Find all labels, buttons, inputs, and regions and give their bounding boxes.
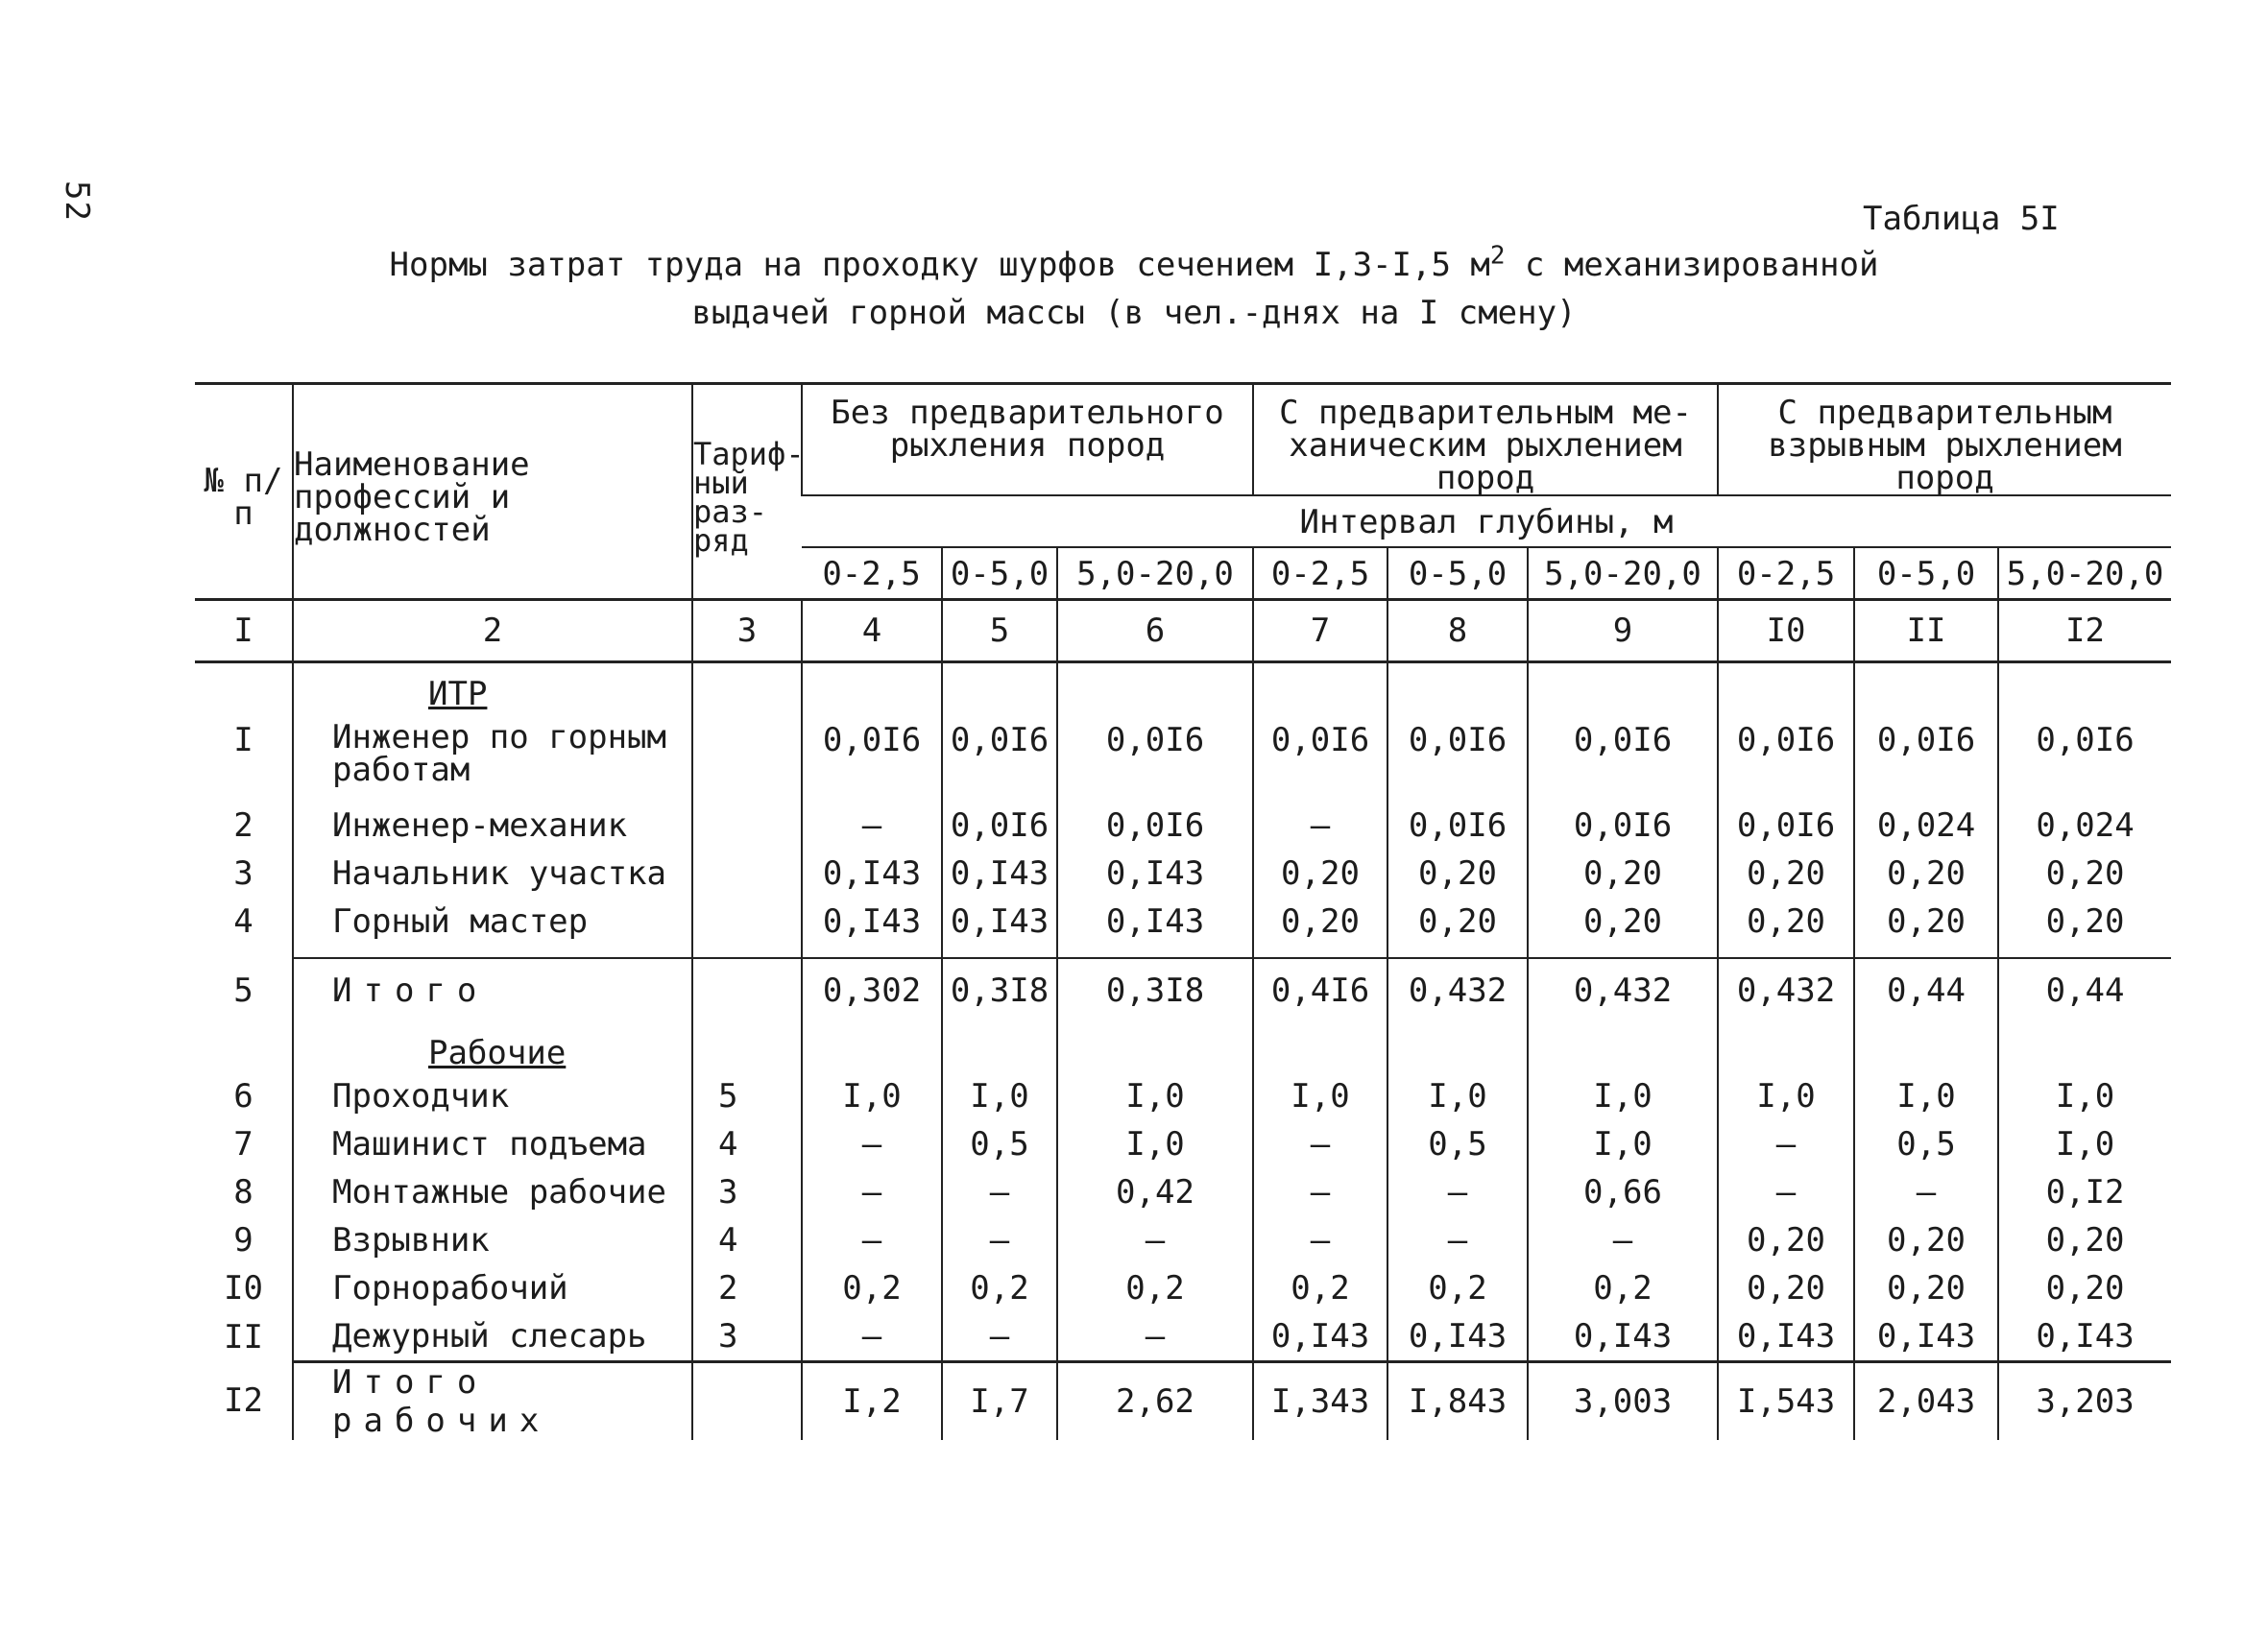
- labor-norm-value: 0,3I8: [942, 958, 1057, 1022]
- profession-name: Машинист подъема: [293, 1120, 692, 1168]
- header-depth-interval: Интервал глубины, м: [802, 495, 2171, 547]
- cell-empty: [1998, 1022, 2171, 1072]
- title-superscript: 2: [1489, 241, 1506, 271]
- row-number: 4: [233, 902, 253, 941]
- header-interval: 0-5,0: [942, 547, 1057, 600]
- cell-empty: [195, 662, 293, 714]
- labor-norm-value: 0,20: [1718, 1264, 1854, 1312]
- labor-norm-value: 0,302: [802, 958, 942, 1022]
- labor-norm-value: 0,20: [1998, 1264, 2171, 1312]
- table-title-line-2: выдачей горной массы (в чел.-днях на I смену): [691, 294, 1577, 332]
- header-interval: 0-2,5: [802, 547, 942, 600]
- labor-norm-value: –: [1253, 1168, 1387, 1216]
- cell-empty: [1387, 1022, 1528, 1072]
- labor-norm-value: 2,62: [1057, 1362, 1253, 1441]
- labor-norm-value: 0,20: [1718, 1216, 1854, 1264]
- labor-norm-value: 0,20: [1253, 898, 1387, 946]
- labor-norm-value: 0,20: [1718, 850, 1854, 898]
- cell-empty: [1528, 1022, 1718, 1072]
- labor-norm-value: 0,5: [942, 1120, 1057, 1168]
- labor-norm-value: I,2: [802, 1362, 942, 1441]
- labor-norm-value: 0,0I6: [802, 713, 942, 802]
- labor-norm-value: 0,I43: [1387, 1312, 1528, 1362]
- row-number: 5: [233, 971, 253, 1010]
- labor-norm-value: 0,432: [1718, 958, 1854, 1022]
- labor-norm-value: I,0: [1718, 1072, 1854, 1120]
- labor-norm-value: 0,I43: [1718, 1312, 1854, 1362]
- labor-norm-value: 0,20: [1854, 1216, 1998, 1264]
- labor-norm-value: 0,20: [1854, 898, 1998, 946]
- section-row-itr: [195, 662, 2171, 714]
- table-row: [195, 850, 2171, 898]
- labor-norm-value: –: [802, 1120, 942, 1168]
- section-row-workers: [195, 1022, 2171, 1072]
- tariff-grade: 2: [692, 1264, 802, 1312]
- cell-empty: [1998, 946, 2171, 958]
- table-body: [195, 662, 2171, 1441]
- column-number-row: [195, 600, 2171, 662]
- header-mechanical-loosening: С предварительным ме-ханическим рыхлением пород: [1253, 384, 1718, 496]
- labor-norm-value: 0,0I6: [1253, 713, 1387, 802]
- cell-empty: [1718, 662, 1854, 714]
- labor-norm-value: I,0: [1057, 1120, 1253, 1168]
- header-interval: 5,0-20,0: [1528, 547, 1718, 600]
- profession-name: Проходчик: [293, 1072, 692, 1120]
- labor-norm-value: 0,I43: [1057, 850, 1253, 898]
- table-row: [195, 1072, 2171, 1120]
- labor-norm-value: 0,0I6: [1057, 713, 1253, 802]
- column-number: II: [1854, 600, 1998, 662]
- labor-norm-value: 0,20: [1998, 850, 2171, 898]
- header-interval: 0-5,0: [1387, 547, 1528, 600]
- labor-norm-value: 0,432: [1387, 958, 1528, 1022]
- column-number: 5: [942, 600, 1057, 662]
- cell-empty: [1057, 946, 1253, 958]
- cell-empty: [1253, 946, 1387, 958]
- header-interval: 5,0-20,0: [1998, 547, 2171, 600]
- labor-norm-value: 0,0I6: [1854, 713, 1998, 802]
- labor-norm-value: 0,0I6: [1387, 802, 1528, 850]
- tariff-grade: [692, 802, 802, 850]
- section-heading: Рабочие: [293, 1022, 692, 1072]
- labor-norm-value: 0,I2: [1998, 1168, 2171, 1216]
- labor-norm-value: 0,20: [1854, 850, 1998, 898]
- labor-norm-value: –: [1253, 802, 1387, 850]
- labor-norm-value: I,843: [1387, 1362, 1528, 1441]
- labor-norm-value: I,0: [1057, 1072, 1253, 1120]
- cell-empty: [802, 662, 942, 714]
- row-number: 8: [233, 1173, 253, 1212]
- cell-empty: [692, 946, 802, 958]
- cell-empty: [1528, 946, 1718, 958]
- labor-norm-value: 0,20: [1387, 850, 1528, 898]
- labor-norm-value: 0,024: [1854, 802, 1998, 850]
- labor-norm-value: 0,2: [1057, 1264, 1253, 1312]
- labor-norm-value: 0,20: [1253, 850, 1387, 898]
- labor-norm-value: –: [1718, 1120, 1854, 1168]
- header-interval: 0-2,5: [1718, 547, 1854, 600]
- cell-empty: [1854, 1022, 1998, 1072]
- labor-norm-value: 0,0I6: [1718, 713, 1854, 802]
- cell-empty: [1998, 662, 2171, 714]
- column-number: 8: [1387, 600, 1528, 662]
- column-number: 9: [1528, 600, 1718, 662]
- labor-norm-value: –: [802, 1216, 942, 1264]
- labor-norm-value: 0,0I6: [1057, 802, 1253, 850]
- column-number: I0: [1718, 600, 1854, 662]
- labor-norm-value: 0,0I6: [942, 802, 1057, 850]
- labor-norm-value: –: [802, 1312, 942, 1362]
- labor-norm-value: 0,I43: [1854, 1312, 1998, 1362]
- labor-norm-value: 0,66: [1528, 1168, 1718, 1216]
- cell-empty: [942, 1022, 1057, 1072]
- labor-norm-value: –: [1387, 1168, 1528, 1216]
- row-number: II: [224, 1317, 263, 1356]
- row-number: 6: [233, 1077, 253, 1116]
- header-blast-loosening: С предварительным взрывным рыхлением пород: [1718, 384, 2171, 496]
- labor-norm-value: 0,0I6: [1718, 802, 1854, 850]
- row-number: 3: [233, 854, 253, 893]
- table-title-line-1: [0, 242, 2268, 288]
- labor-norm-value: 0,20: [1387, 898, 1528, 946]
- labor-norm-value: 0,5: [1854, 1120, 1998, 1168]
- table-row: [195, 1264, 2171, 1312]
- labor-norm-value: –: [802, 1168, 942, 1216]
- table-row: [195, 1312, 2171, 1362]
- header-number: № п/п: [195, 384, 293, 600]
- labor-norm-value: –: [942, 1168, 1057, 1216]
- section-heading: ИТР: [293, 662, 692, 714]
- cell-empty: [1057, 1022, 1253, 1072]
- labor-norm-value: 3,203: [1998, 1362, 2171, 1441]
- labor-norm-value: 0,I43: [942, 850, 1057, 898]
- labor-norm-value: 0,0I6: [1387, 713, 1528, 802]
- labor-norm-value: I,0: [802, 1072, 942, 1120]
- header-tariff-grade: Тариф-ный раз-ряд: [692, 384, 802, 600]
- labor-norm-value: 0,I43: [1057, 898, 1253, 946]
- table-row: [195, 802, 2171, 850]
- column-number: 3: [692, 600, 802, 662]
- profession-name: Инженер-механик: [293, 802, 692, 850]
- table-row: [195, 1168, 2171, 1216]
- table-row: [195, 1120, 2171, 1168]
- table-row: [195, 713, 2171, 802]
- column-number: I: [195, 600, 293, 662]
- tariff-grade: 5: [692, 1072, 802, 1120]
- labor-norm-value: 0,20: [1998, 1216, 2171, 1264]
- spacer-row: [195, 946, 2171, 958]
- cell-empty: [1387, 946, 1528, 958]
- table-row: [195, 1216, 2171, 1264]
- labor-norm-value: –: [942, 1216, 1057, 1264]
- labor-norm-value: 0,20: [1528, 898, 1718, 946]
- labor-norm-value: –: [1057, 1216, 1253, 1264]
- labor-norm-value: –: [1387, 1216, 1528, 1264]
- cell-empty: [195, 1022, 293, 1072]
- labor-norm-value: 0,024: [1998, 802, 2171, 850]
- tariff-grade: [692, 898, 802, 946]
- column-number: 6: [1057, 600, 1253, 662]
- row-number: 9: [233, 1221, 253, 1260]
- row-number: I: [233, 721, 253, 759]
- cell-empty: [1057, 662, 1253, 714]
- labor-norm-value: –: [1718, 1168, 1854, 1216]
- tariff-grade: 3: [692, 1312, 802, 1362]
- cell-empty: [692, 662, 802, 714]
- labor-norm-value: I,343: [1253, 1362, 1387, 1441]
- profession-name: Дежурный слесарь: [293, 1312, 692, 1362]
- labor-norm-value: 0,0I6: [942, 713, 1057, 802]
- profession-name: Монтажные рабочие: [293, 1168, 692, 1216]
- tariff-grade: 4: [692, 1216, 802, 1264]
- labor-norm-value: 0,I43: [942, 898, 1057, 946]
- tariff-grade: 3: [692, 1168, 802, 1216]
- labor-norm-value: 0,42: [1057, 1168, 1253, 1216]
- cell-empty: [1387, 662, 1528, 714]
- labor-norm-value: 0,I43: [802, 898, 942, 946]
- labor-norm-value: 0,2: [1387, 1264, 1528, 1312]
- tariff-grade: [692, 1362, 802, 1441]
- page-number: 52: [58, 180, 96, 222]
- labor-norm-value: –: [1253, 1120, 1387, 1168]
- labor-norm-value: 2,043: [1854, 1362, 1998, 1441]
- labor-norm-value: 0,5: [1387, 1120, 1528, 1168]
- labor-norm-value: I,0: [1387, 1072, 1528, 1120]
- header-profession: Наименование профессий и должностей: [293, 384, 692, 600]
- tariff-grade: [692, 958, 802, 1022]
- labor-norm-value: 0,I43: [1253, 1312, 1387, 1362]
- labor-norm-value: –: [1057, 1312, 1253, 1362]
- labor-norm-value: I,0: [1528, 1120, 1718, 1168]
- labor-norm-value: I,0: [1998, 1120, 2171, 1168]
- norms-table: [195, 382, 2171, 1440]
- cell-empty: [692, 1022, 802, 1072]
- labor-norm-value: 0,4I6: [1253, 958, 1387, 1022]
- header-interval: 5,0-20,0: [1057, 547, 1253, 600]
- profession-name: Итого: [293, 958, 692, 1022]
- cell-empty: [802, 1022, 942, 1072]
- cell-empty: [195, 946, 293, 958]
- total-row-itr: [195, 958, 2171, 1022]
- labor-norm-value: –: [942, 1312, 1057, 1362]
- labor-norm-value: 0,2: [802, 1264, 942, 1312]
- tariff-grade: [692, 850, 802, 898]
- column-number: I2: [1998, 600, 2171, 662]
- column-number: 4: [802, 600, 942, 662]
- cell-empty: [1718, 1022, 1854, 1072]
- tariff-grade: 4: [692, 1120, 802, 1168]
- labor-norm-value: 0,20: [1718, 898, 1854, 946]
- title-text-end: с механизированной: [1505, 246, 1879, 284]
- labor-norm-value: I,7: [942, 1362, 1057, 1441]
- labor-norm-value: 0,20: [1854, 1264, 1998, 1312]
- header-no-loosening: Без предварительного рыхления пород: [802, 384, 1253, 496]
- row-number: 2: [233, 806, 253, 845]
- labor-norm-value: 0,44: [1854, 958, 1998, 1022]
- labor-norm-value: 0,20: [1528, 850, 1718, 898]
- labor-norm-value: I,0: [1998, 1072, 2171, 1120]
- row-number: I2: [224, 1381, 263, 1421]
- table-label: Таблица 5I: [1863, 200, 2060, 238]
- table-row: [195, 898, 2171, 946]
- labor-norm-value: 0,3I8: [1057, 958, 1253, 1022]
- labor-norm-value: 0,0I6: [1528, 802, 1718, 850]
- cell-empty: [1718, 946, 1854, 958]
- cell-empty: [802, 946, 942, 958]
- tariff-grade: [692, 713, 802, 802]
- labor-norm-value: –: [1854, 1168, 1998, 1216]
- cell-empty: [1528, 662, 1718, 714]
- labor-norm-value: 0,I43: [802, 850, 942, 898]
- cell-empty: [293, 946, 692, 958]
- labor-norm-value: 0,2: [1528, 1264, 1718, 1312]
- labor-norm-value: 0,44: [1998, 958, 2171, 1022]
- profession-name: Начальник участка: [293, 850, 692, 898]
- profession-name: Горный мастер: [293, 898, 692, 946]
- labor-norm-value: 0,0I6: [1528, 713, 1718, 802]
- labor-norm-value: I,543: [1718, 1362, 1854, 1441]
- cell-empty: [1253, 662, 1387, 714]
- cell-empty: [942, 946, 1057, 958]
- labor-norm-value: 0,432: [1528, 958, 1718, 1022]
- labor-norm-value: 0,20: [1998, 898, 2171, 946]
- header-interval: 0-5,0: [1854, 547, 1998, 600]
- cell-empty: [1854, 662, 1998, 714]
- profession-name: Взрывник: [293, 1216, 692, 1264]
- labor-norm-value: I,0: [942, 1072, 1057, 1120]
- title-text: Нормы затрат труда на проходку шурфов сечением I,3-I,5 м: [389, 246, 1490, 284]
- profession-name: Горнорабочий: [293, 1264, 692, 1312]
- profession-name: Инженер по горным работам: [293, 713, 692, 802]
- cell-empty: [942, 662, 1057, 714]
- header-interval: 0-2,5: [1253, 547, 1387, 600]
- labor-norm-value: I,0: [1528, 1072, 1718, 1120]
- total-row-workers: [195, 1362, 2171, 1441]
- labor-norm-value: 3,003: [1528, 1362, 1718, 1441]
- labor-norm-value: –: [1253, 1216, 1387, 1264]
- column-number: 2: [293, 600, 692, 662]
- cell-empty: [1854, 946, 1998, 958]
- row-number: I0: [224, 1269, 263, 1308]
- row-number: 7: [233, 1125, 253, 1164]
- labor-norm-value: I,0: [1253, 1072, 1387, 1120]
- labor-norm-value: 0,I43: [1998, 1312, 2171, 1362]
- labor-norm-value: I,0: [1854, 1072, 1998, 1120]
- labor-norm-value: 0,2: [1253, 1264, 1387, 1312]
- labor-norm-value: 0,0I6: [1998, 713, 2171, 802]
- labor-norm-value: –: [1528, 1216, 1718, 1264]
- labor-norm-value: 0,I43: [1528, 1312, 1718, 1362]
- labor-norm-value: 0,2: [942, 1264, 1057, 1312]
- column-number: 7: [1253, 600, 1387, 662]
- profession-name: Итого рабочих: [293, 1362, 692, 1441]
- cell-empty: [1253, 1022, 1387, 1072]
- labor-norm-value: –: [802, 802, 942, 850]
